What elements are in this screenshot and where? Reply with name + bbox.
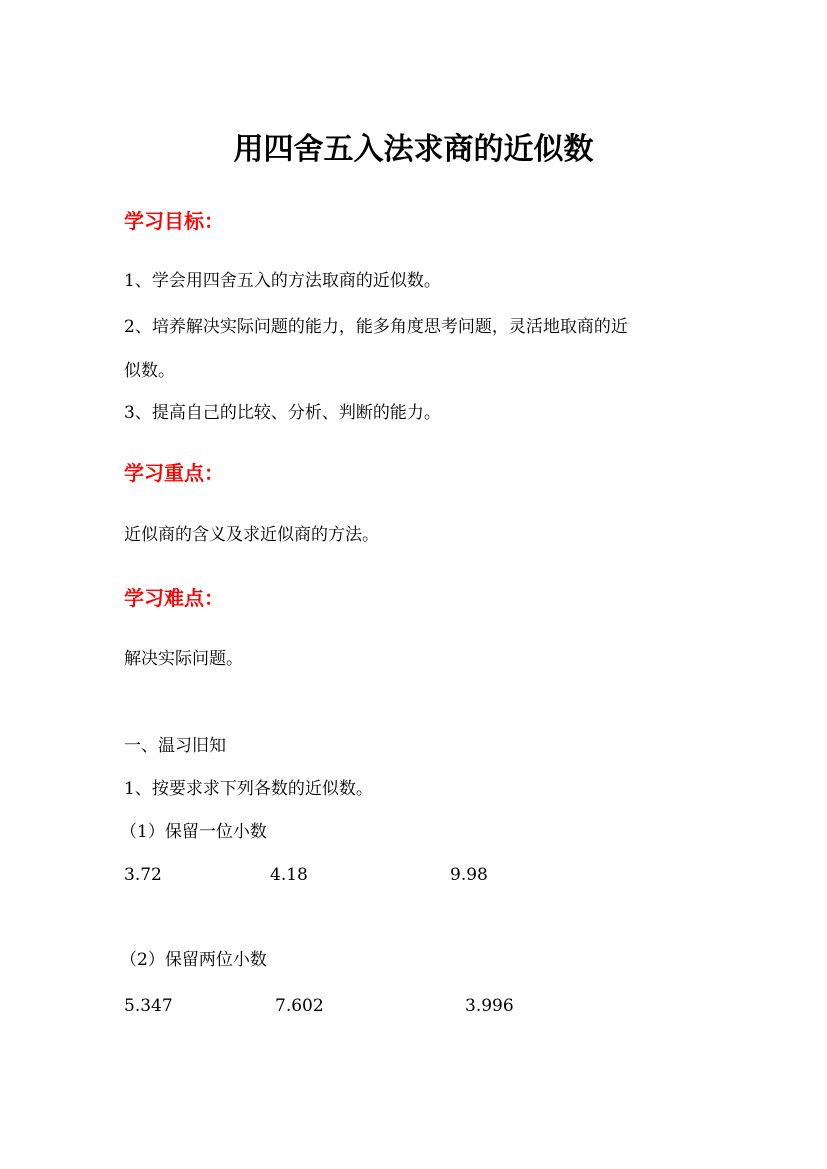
part1-number-1: 3.72 (124, 865, 162, 885)
page-title: 用四舍五入法求商的近似数 (233, 132, 594, 167)
objectives-heading: 学习目标： (124, 209, 224, 233)
key-points-heading: 学习重点： (124, 461, 224, 485)
objective-line-2-cont: 似数。 (124, 361, 175, 381)
part2-number-3: 3.996 (465, 996, 514, 1016)
difficulty-text: 解决实际问题。 (124, 649, 243, 669)
review-question-1: 1、按要求求下列各数的近似数。 (124, 779, 373, 799)
key-points-text: 近似商的含义及求近似商的方法。 (124, 525, 379, 545)
part1-number-2: 4.18 (270, 865, 308, 885)
part2-number-1: 5.347 (124, 996, 173, 1016)
review-heading: 一、温习旧知 (124, 736, 226, 756)
part1-number-3: 9.98 (450, 865, 488, 885)
objective-line-2: 2、培养解决实际问题的能力，能多角度思考问题，灵活地取商的近 (124, 317, 628, 337)
objective-line-1: 1、学会用四舍五入的方法取商的近似数。 (124, 271, 441, 291)
part2-number-2: 7.602 (275, 996, 324, 1016)
part2-label: （2）保留两位小数 (120, 950, 267, 970)
objective-line-3: 3、提高自己的比较、分析、判断的能力。 (124, 403, 441, 423)
part1-label: （1）保留一位小数 (120, 822, 267, 842)
difficulty-heading: 学习难点： (124, 586, 224, 610)
